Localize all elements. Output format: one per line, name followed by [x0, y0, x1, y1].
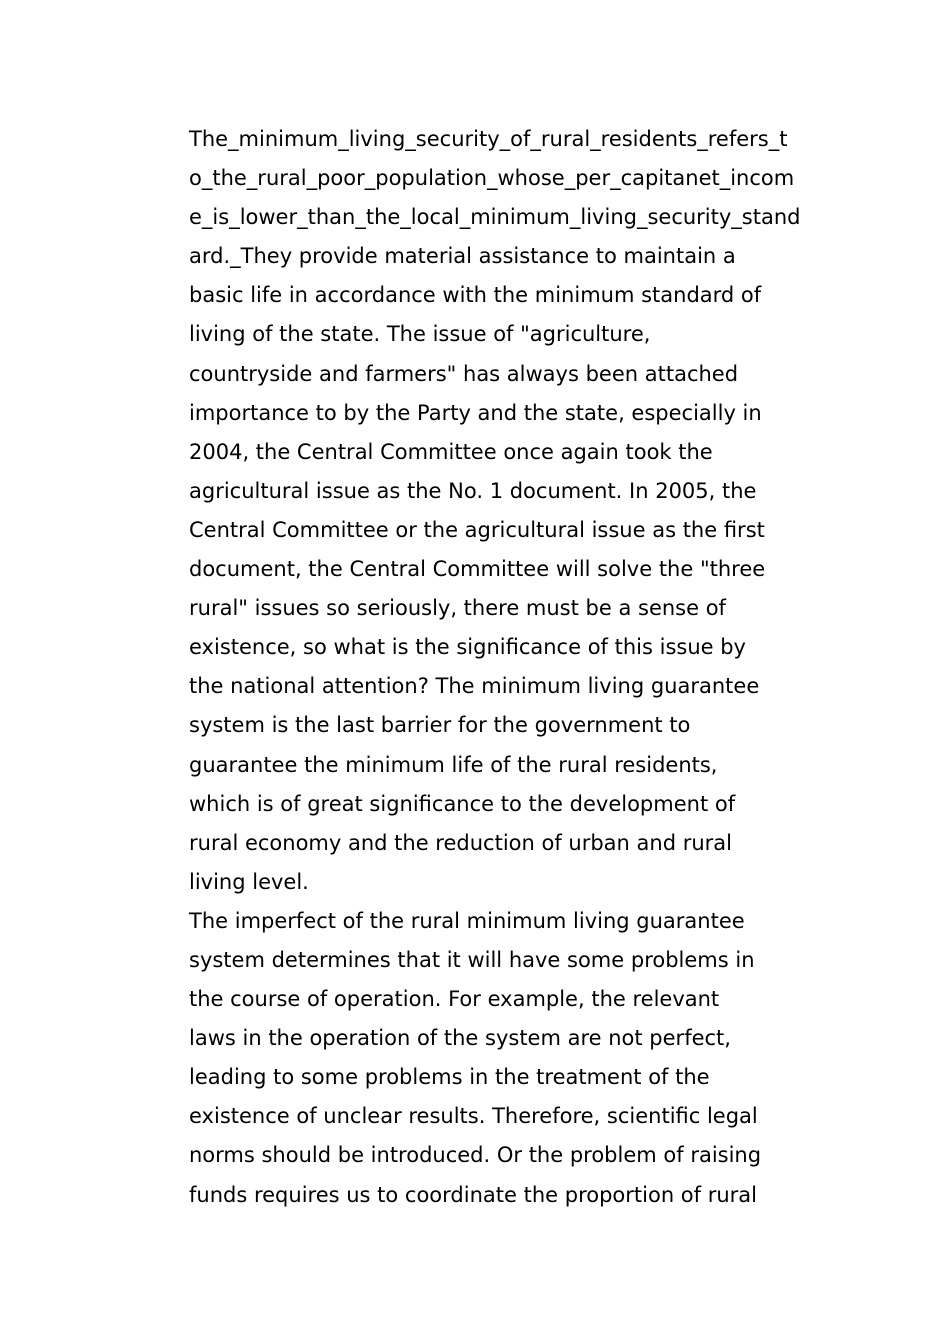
text-line: o_the_rural_poor_population_whose_per_capitanet_incom — [189, 166, 795, 191]
text-line: laws in the operation of the system are not perfect, — [189, 1026, 731, 1051]
text-line: document, the Central Committee will solve the "three — [189, 557, 766, 582]
text-line: funds requires us to coordinate the proportion of rural — [189, 1182, 757, 1207]
text-line: countryside and farmers" has always been attached — [189, 361, 739, 386]
text-line: system is the last barrier for the government to — [189, 713, 691, 738]
text-line: which is of great significance to the development of — [189, 791, 736, 816]
text-line: guarantee the minimum life of the rural residents, — [189, 752, 718, 777]
text-line: the course of operation. For example, the relevant — [189, 987, 720, 1012]
text-line: Central Committee or the agricultural issue as the first — [189, 517, 765, 542]
text-line: living level. — [189, 869, 309, 894]
body-text — [189, 120, 819, 1215]
text-line: e_is_lower_than_the_local_minimum_living_security_stand — [189, 205, 801, 230]
text-line: importance to by the Party and the state, especially in — [189, 400, 762, 425]
text-line: rural" issues so seriously, there must be a sense of — [189, 596, 726, 621]
text-line: 2004, the Central Committee once again took the — [189, 439, 713, 464]
text-line: rural economy and the reduction of urban and rural — [189, 830, 732, 855]
text-line: The imperfect of the rural minimum living guarantee — [189, 908, 745, 933]
text-line: norms should be introduced. Or the problem of raising — [189, 1143, 762, 1168]
text-line: basic life in accordance with the minimum standard of — [189, 283, 762, 308]
text-line: living of the state. The issue of "agriculture, — [189, 322, 651, 347]
text-line: ard._They provide material assistance to maintain a — [189, 244, 736, 269]
text-line: leading to some problems in the treatment of the — [189, 1065, 710, 1090]
text-line: system determines that it will have some problems in — [189, 947, 755, 972]
text-line: agricultural issue as the No. 1 document. In 2005, the — [189, 478, 757, 503]
text-line: existence of unclear results. Therefore, scientific legal — [189, 1104, 758, 1129]
text-line: existence, so what is the significance of this issue by — [189, 635, 746, 660]
text-line: the national attention? The minimum living guarantee — [189, 674, 760, 699]
text-line: The_minimum_living_security_of_rural_residents_refers_t — [189, 127, 788, 151]
